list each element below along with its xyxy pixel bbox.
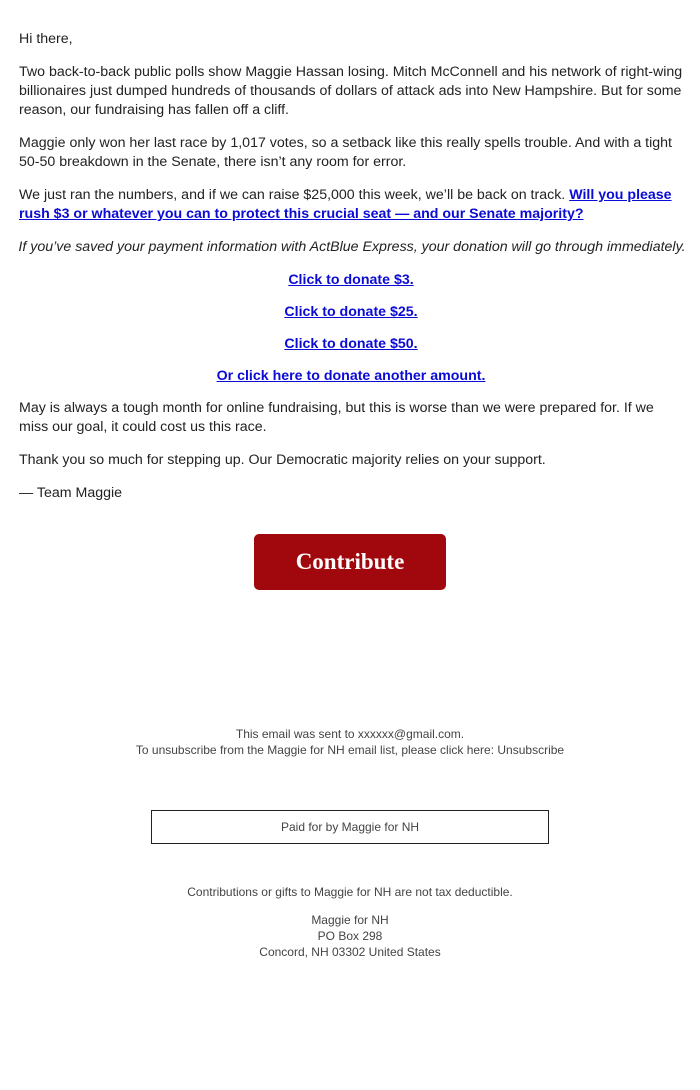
recipient-email: xxxxxx@gmail.com. xyxy=(357,727,465,741)
greeting: Hi there, xyxy=(19,31,73,47)
sent-to-line xyxy=(0,726,700,742)
email-body xyxy=(18,30,686,517)
paragraph-polls: Two back-to-back public polls show Maggie Hassan losing. Mitch McConnell and his network of right-wing billionaires just dumped hundreds of thousands of dollars of attack ads into New Hampshire. But for some reason, our fundraising has fallen off a cliff. xyxy=(19,64,683,118)
unsubscribe-line xyxy=(0,742,700,758)
donate-other-amount-link[interactable]: Or click here to donate another amount. xyxy=(216,368,486,384)
paragraph-may: May is always a tough month for online fundraising, but this is worse than we were prepared for. If we miss our goal, it could cost us this race. xyxy=(19,400,654,435)
unsubscribe-link[interactable]: Unsubscribe xyxy=(497,743,565,757)
sent-to-prefix: This email was sent to xyxy=(235,727,355,741)
mailing-address xyxy=(0,912,700,960)
po-box: PO Box 298 xyxy=(317,929,383,943)
paragraph-votes: Maggie only won her last race by 1,017 votes, so a setback like this really spells trouble. And with a tight 50-50 breakdown in the Senate, there isn’t any room for error. xyxy=(19,135,672,170)
footer-recipient-info xyxy=(0,726,700,758)
paragraph-numbers xyxy=(19,186,683,224)
donate-50-link[interactable]: Click to donate $50. xyxy=(284,336,418,352)
unsubscribe-text: To unsubscribe from the Maggie for NH email list, please click here: xyxy=(135,743,495,757)
donate-25-row xyxy=(19,303,683,322)
contribute-button[interactable]: Contribute xyxy=(254,534,446,590)
donate-25-link[interactable]: Click to donate $25. xyxy=(284,304,418,320)
paragraph-numbers-text: We just ran the numbers, and if we can raise $25,000 this week, we’ll be back on track. xyxy=(19,187,566,203)
donate-3-row xyxy=(19,271,683,290)
paragraph-thanks: Thank you so much for stepping up. Our Democratic majority relies on your support. xyxy=(19,452,546,468)
signoff: — Team Maggie xyxy=(19,485,123,501)
donate-3-link[interactable]: Click to donate $3. xyxy=(288,272,414,288)
org-name: Maggie for NH xyxy=(311,913,389,927)
donate-other-row xyxy=(19,367,683,386)
paid-for-box: Paid for by Maggie for NH xyxy=(151,810,549,844)
donate-50-row xyxy=(19,335,683,354)
city-line: Concord, NH 03302 United States xyxy=(259,945,441,959)
tax-note: Contributions or gifts to Maggie for NH are not tax deductible. xyxy=(187,885,513,899)
actblue-express-note: If you’ve saved your payment information with ActBlue Express, your donation will go through immediately. xyxy=(18,239,686,255)
rush-donation-link[interactable]: Will you please rush $3 or whatever you can to protect this crucial seat — and our Senate majority? xyxy=(19,187,672,222)
